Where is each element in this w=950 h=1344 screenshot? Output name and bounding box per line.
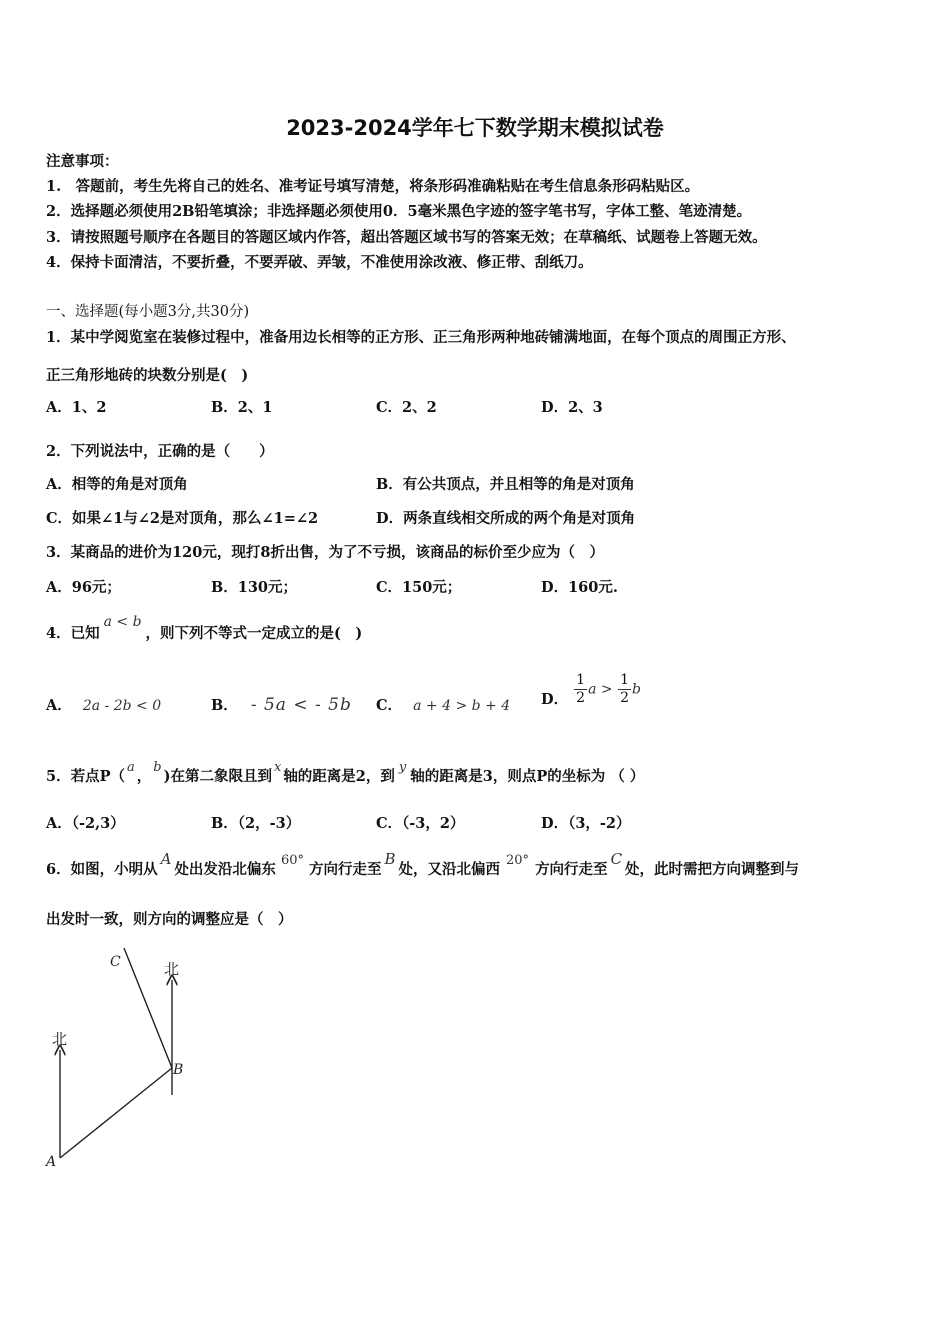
q5-option-d: D．（3，-2）	[541, 815, 631, 832]
q6-figure	[40, 940, 210, 1175]
notice-heading: 注意事项：	[46, 153, 119, 170]
q5-prefix: 5．若点P（	[46, 768, 125, 785]
point-label-c: C	[110, 954, 121, 970]
q6-stem-line2: 出发时一致，则方向的调整应是（ ）	[46, 911, 293, 928]
q6-angle-20: 20°	[506, 853, 530, 868]
q3-option-a: A．96元；	[46, 579, 121, 596]
q6-part5: 方向行走至	[535, 861, 608, 878]
q3-option-b: B．130元；	[211, 579, 298, 596]
q6-point-c: C	[610, 850, 623, 868]
q6-part4: 处，又沿北偏西	[398, 861, 501, 878]
notice-item-1: 1. 答题前，考生先将自己的姓名、准考证号填写清楚，将条形码准确粘贴在考生信息条形码粘贴区。	[46, 178, 700, 195]
page-title: 2023-2024学年七下数学期末模拟试卷	[286, 116, 664, 140]
q2-option-b: B．有公共顶点，并且相等的角是对顶角	[376, 476, 635, 493]
q5-stem	[46, 760, 645, 786]
point-label-a: A	[46, 1154, 57, 1170]
q4-frac-2	[618, 672, 631, 707]
north-label-b: 北	[164, 960, 180, 978]
q6-part2: 处出发沿北偏东	[174, 861, 276, 878]
point-label-b: B	[173, 1062, 184, 1078]
q3-stem: 3．某商品的进价为120元，现打8折出售，为了不亏损，该商品的标价至少应为（ ）	[46, 544, 604, 561]
q1-option-a: A．1、2	[46, 399, 107, 416]
q4-condition: a < b	[103, 614, 142, 630]
q6-part1: 6．如图，小明从	[46, 861, 158, 878]
path-a-to-b	[60, 1068, 172, 1158]
q4-frac-1-den: 2	[576, 690, 586, 706]
q5-axis-x: x	[273, 760, 282, 775]
q3-option-d: D．160元.	[541, 579, 618, 596]
q1-line1: 1．某中学阅览室在装修过程中，准备用边长相等的正方形、正三角形两种地砖铺满地面，在每个顶点的周围正方形、	[46, 329, 796, 346]
q4-label-d: D．	[541, 690, 569, 708]
q5-option-b: B．（2，-3）	[211, 815, 301, 832]
q2-option-d: D．两条直线相交所成的两个角是对顶角	[376, 510, 636, 527]
q6-point-b: B	[384, 850, 396, 868]
q4-frac-2-num: 1	[620, 672, 629, 688]
q4-expr-b: - 5a < - 5b	[250, 695, 352, 715]
q4-option-d	[541, 672, 641, 707]
q4-expr-a: 2a - 2b < 0	[82, 698, 162, 714]
q1-option-c: C．2、2	[376, 399, 437, 416]
north-label-a: 北	[52, 1030, 68, 1048]
q4-label-c: C．	[376, 697, 403, 714]
q4-option-b	[211, 694, 352, 715]
q2-option-c: C．如果∠1与∠2是对顶角，那么∠1=∠2	[46, 510, 319, 527]
q1-option-d: D．2、3	[541, 399, 603, 416]
q2-option-a: A．相等的角是对顶角	[46, 476, 188, 493]
notice-item-4: 4．保持卡面清洁，不要折叠，不要弄破、弄皱，不准使用涂改液、修正带、刮纸刀。	[46, 254, 593, 271]
q4-stem-prefix: 4．已知	[46, 625, 100, 642]
q5-comma: ，	[136, 768, 152, 785]
q4-frac-1	[574, 672, 587, 707]
section-heading: 一、选择题(每小题3分,共30分)	[46, 304, 250, 320]
q1-option-b: B．2、1	[211, 399, 273, 416]
q4-stem-suffix: ，则下列不等式一定成立的是( )	[145, 625, 363, 642]
notice-item-3: 3．请按照题号顺序在各题目的答题区域内作答，超出答题区域书写的答案无效；在草稿纸、试题卷上答题无效。	[46, 229, 767, 246]
q4-d-b: b	[631, 681, 641, 698]
q5-axis-y: y	[398, 760, 407, 775]
q6-angle-60: 60°	[280, 853, 304, 868]
notice-item-2: 2．选择题必须使用2B铅笔填涂；非选择题必须使用0．5毫米黑色字迹的签字笔书写，字体工整、笔迹清楚。	[46, 203, 752, 220]
q4-expr-c: a + 4 > b + 4	[413, 698, 511, 714]
q6-stem-line1	[46, 850, 800, 879]
q5-var-b: b	[153, 760, 162, 775]
q4-label-b: B．	[211, 697, 238, 714]
q5-option-c: C．（-3，2）	[376, 815, 465, 832]
q5-suffix: 轴的距离是3，则点P的坐标为 （ ）	[410, 768, 645, 785]
q6-point-a: A	[160, 850, 172, 868]
q3-option-c: C．150元；	[376, 579, 462, 596]
q4-d-a: a	[588, 681, 597, 698]
q6-part3: 方向行走至	[308, 861, 382, 878]
q5-option-a: A．（-2,3）	[46, 815, 125, 832]
q4-label-a: A．	[46, 697, 72, 714]
q5-var-a: a	[127, 760, 135, 775]
q1-line2: 正三角形地砖的块数分别是( )	[46, 367, 249, 384]
q2-stem: 2．下列说法中，正确的是（ ）	[46, 443, 274, 460]
q6-part6: 处，此时需把方向调整到与	[625, 861, 800, 878]
q4-stem	[46, 614, 363, 643]
q4-option-a	[46, 694, 161, 715]
q5-mid2: 轴的距离是2，到	[283, 768, 395, 785]
q4-frac-2-den: 2	[620, 690, 629, 706]
q4-option-c	[376, 694, 510, 715]
q4-frac-1-num: 1	[576, 672, 586, 688]
q5-mid1: )在第二象限且到	[163, 768, 272, 785]
q4-d-gt: >	[596, 681, 618, 698]
